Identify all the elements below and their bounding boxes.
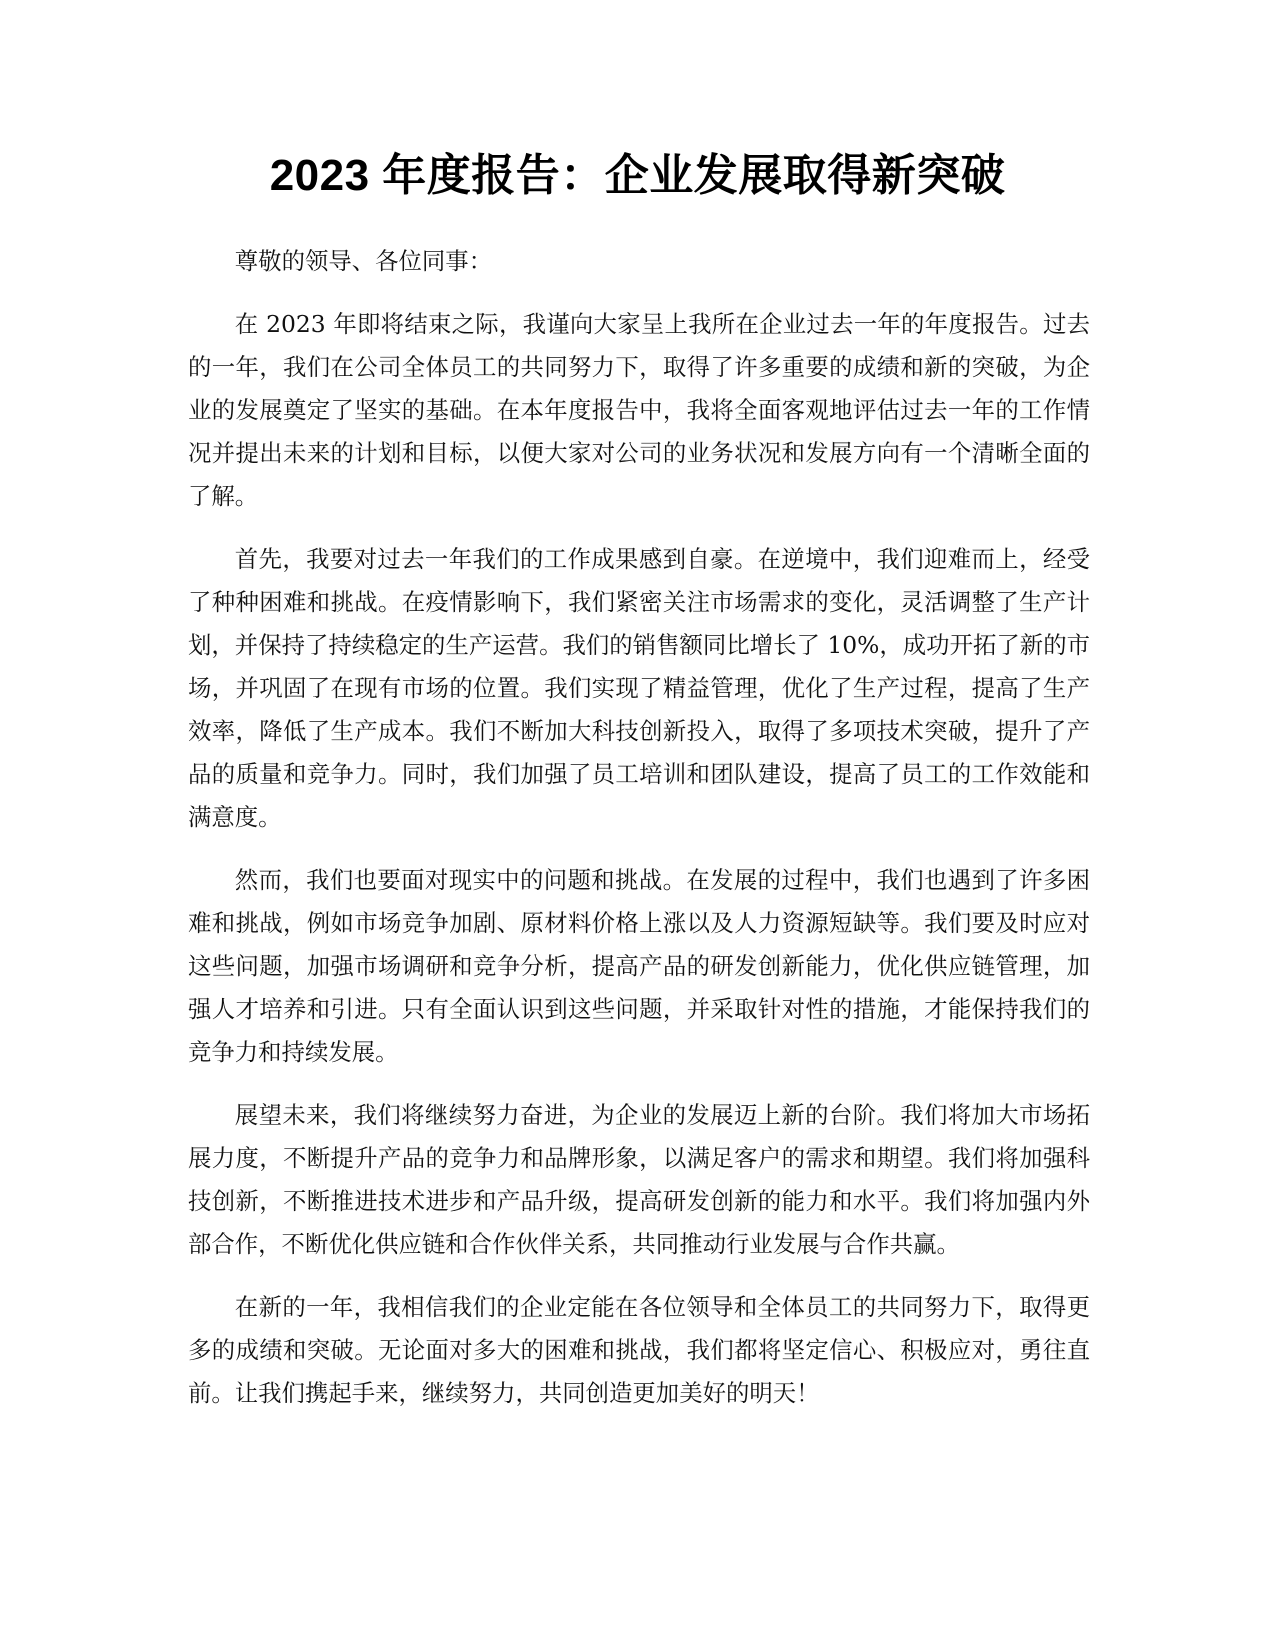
salutation: 尊敬的领导、各位同事： <box>234 247 493 275</box>
paragraph-closing: 在新的一年，我相信我们的企业定能在各位领导和全体员工的共同努力下，取得更多的成绩和突破。无论面对多大的困难和挑战，我们都将坚定信心、积极应对，勇往直前。让我们携起手来，继续努力，共同创造更加美好的明天！ <box>188 1293 1090 1407</box>
paragraph-outlook: 展望未来，我们将继续努力奋进，为企业的发展迈上新的台阶。我们将加大市场拓展力度，不断提升产品的竞争力和品牌形象，以满足客户的需求和期望。我们将加强科技创新，不断推进技术进步和产品升级，提高研发创新的能力和水平。我们将加强内外部合作，不断优化供应链和合作伙伴关系，共同推动行业发展与合作共赢。 <box>188 1101 1090 1258</box>
document-title: 2023 年度报告：企业发展取得新突破 <box>269 151 1006 200</box>
paragraph-intro: 在 2023 年即将结束之际，我谨向大家呈上我所在企业过去一年的年度报告。过去的一年，我们在公司全体员工的共同努力下，取得了许多重要的成绩和新的突破，为企业的发展奠定了坚实的基础。在本年度报告中，我将全面客观地评估过去一年的工作情况并提出未来的计划和目标，以便大家对公司的业务状况和发展方向有一个清晰全面的了解。 <box>188 310 1090 510</box>
document-body <box>188 240 1090 1435</box>
paragraph-achievements: 首先，我要对过去一年我们的工作成果感到自豪。在逆境中，我们迎难而上，经受了种种困难和挑战。在疫情影响下，我们紧密关注市场需求的变化，灵活调整了生产计划，并保持了持续稳定的生产运营。我们的销售额同比增长了 10%，成功开拓了新的市场，并巩固了在现有市场的位置。我们实现了精益管理，优化了生产过程，提高了生产效率，降低了生产成本。我们不断加大科技创新投入，取得了多项技术突破，提升了产品的质量和竞争力。同时，我们加强了员工培训和团队建设，提高了员工的工作效能和满意度。 <box>188 545 1090 831</box>
paragraph-challenges: 然而，我们也要面对现实中的问题和挑战。在发展的过程中，我们也遇到了许多困难和挑战，例如市场竞争加剧、原材料价格上涨以及人力资源短缺等。我们要及时应对这些问题，加强市场调研和竞争分析，提高产品的研发创新能力，优化供应链管理，加强人才培养和引进。只有全面认识到这些问题，并采取针对性的措施，才能保持我们的竞争力和持续发展。 <box>188 866 1090 1066</box>
